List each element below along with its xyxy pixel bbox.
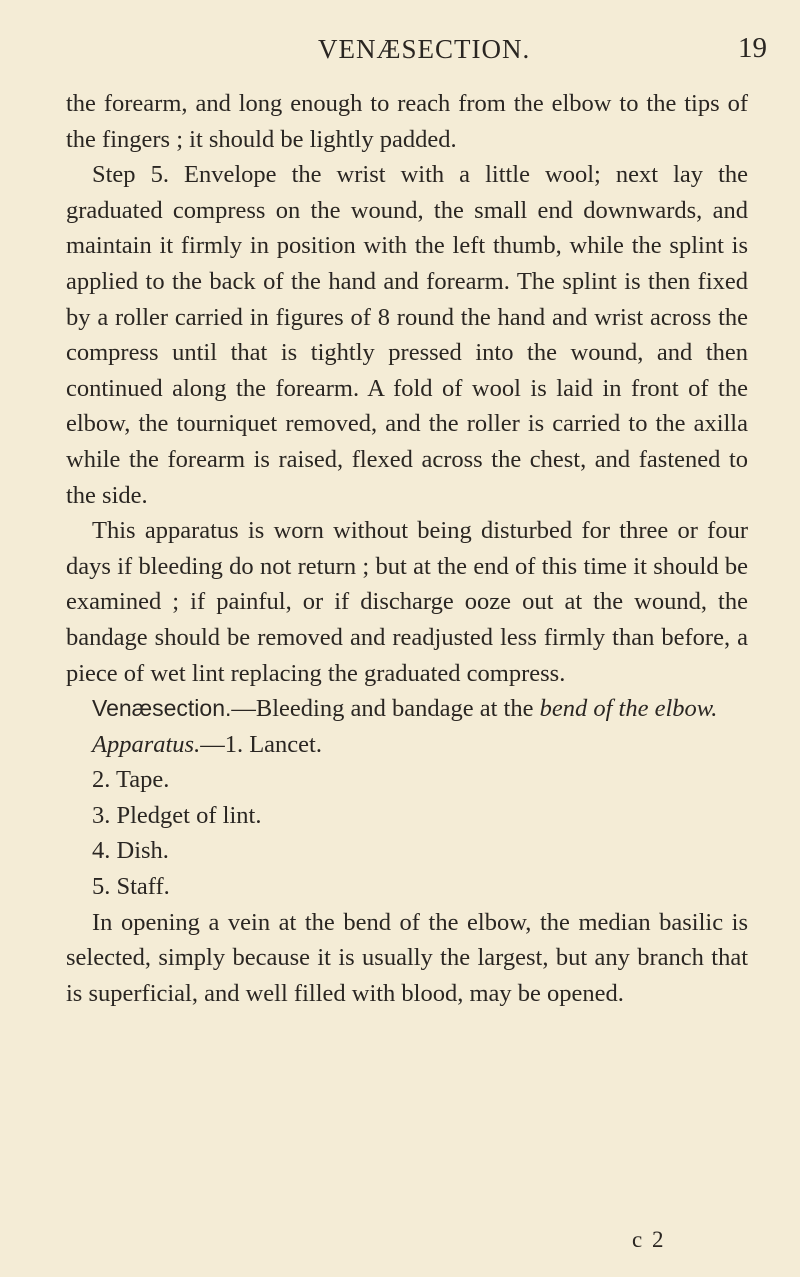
apparatus-item-3: 3. Pledget of lint. <box>92 801 262 829</box>
apparatus-list <box>66 762 748 904</box>
apparatus-item-2: 2. Tape. <box>92 766 170 794</box>
apparatus-label: Apparatus. <box>92 730 201 758</box>
paragraph-median-basilic: In opening a vein at the bend of the elbow, the median basilic is selected, simply because it is usually the largest, but any branch that is superficial, and well filled with blood, may be opened. <box>66 908 748 1007</box>
section-description-italic: bend of the elbow. <box>539 695 718 723</box>
paragraph-apparatus-worn: This apparatus is worn without being disturbed for three or four days if bleeding do not return ; but at the end of this time it should be examined ; if painful, or if discharge ooze out at the wound, the bandage should be removed and readjusted less firmly than before, a piece of wet lint replacing the graduated compress. <box>66 517 748 687</box>
apparatus-first-line <box>66 727 748 763</box>
section-heading-venaesection <box>66 691 748 727</box>
body-text <box>66 86 748 1011</box>
apparatus-item-5: 5. Staff. <box>92 873 170 901</box>
page-number: 19 <box>738 32 767 64</box>
apparatus-item-1: —1. Lancet. <box>200 730 322 758</box>
section-term: Venæsection. <box>92 695 232 722</box>
paragraph-step-5: Step 5. Envelope the wrist with a little wool; next lay the graduated compress on the wound, the small end downwards, and maintain it firmly in position with the left thumb, while the splint is applied to the back of the hand and forearm. The splint is then fixed by a roller carried in figures of 8 round the hand and wrist across the compress until that is tightly pressed into the wound, and then continued along the forearm. A fold of wool is laid in front of the elbow, the tourniquet removed, and the roller is carried to the axilla while the forearm is raised, flexed across the chest, and fastened to the side. <box>66 161 748 509</box>
signature-mark: c 2 <box>632 1227 666 1252</box>
apparatus-item-4: 4. Dish. <box>92 837 169 865</box>
running-head <box>0 28 800 68</box>
section-description: —Bleeding and bandage at the <box>231 695 540 723</box>
paragraph-continued: the forearm, and long enough to reach from the elbow to the tips of the fingers ; it should be lightly padded. <box>66 90 748 153</box>
running-title: VENÆSECTION. <box>318 34 531 64</box>
